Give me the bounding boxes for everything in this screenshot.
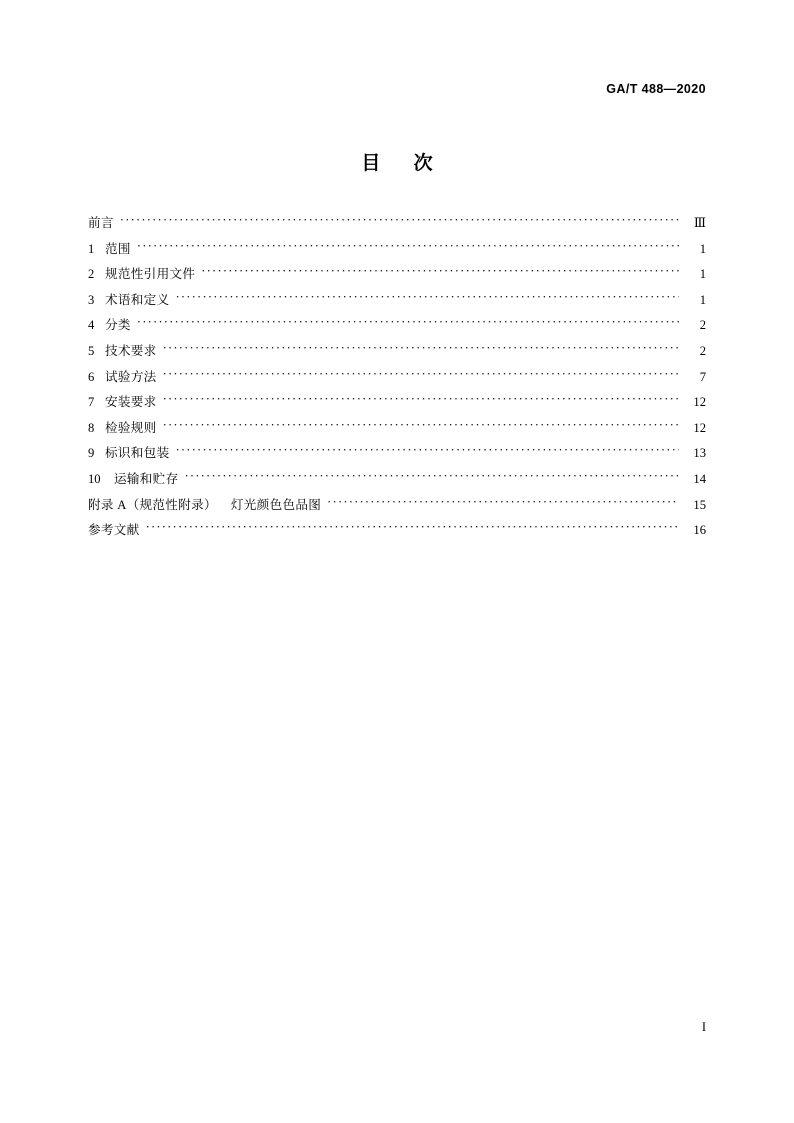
toc-entry-preface[interactable] [88,212,706,238]
toc-entry-1[interactable] [88,238,706,264]
toc-entry-9[interactable] [88,442,706,468]
toc-entry-label: 安装要求 [105,395,157,410]
toc-entry-page: 1 [699,267,706,282]
toc-entry-label-secondary: 灯光颜色色品图 [230,497,322,512]
footer-page-number: I [701,1020,706,1034]
toc-entry-number: 6 [88,369,95,384]
toc-entry-page: 2 [699,318,706,333]
toc-entry-number: 3 [88,292,95,307]
toc-entry-7[interactable] [88,391,706,417]
toc-entry-references[interactable] [88,519,706,545]
toc-leader-dots [163,394,679,406]
toc-entry-number: 7 [88,395,95,410]
toc-entry-page: 13 [693,446,706,461]
toc-entry-label: 规范性引用文件 [105,267,196,282]
toc-entry-label: 范围 [105,241,131,256]
page-title: 目 次 [361,153,447,174]
toc-entry-2[interactable] [88,263,706,289]
toc-leader-dots [175,445,679,457]
toc-entry-4[interactable] [88,314,706,340]
toc-entry-number: 9 [88,446,95,461]
toc-entry-10[interactable] [88,468,706,494]
standard-number: GA/T 488—2020 [606,82,706,96]
toc-entry-8[interactable] [88,417,706,443]
toc-entry-number: 2 [88,267,95,282]
toc-entry-label: 前言 [88,216,114,230]
toc-entry-label: 运输和贮存 [114,471,179,486]
toc-leader-dots [146,522,679,534]
toc-entry-label: 试验方法 [105,369,157,384]
toc-entry-6[interactable] [88,366,706,392]
toc-entry-label: 分类 [105,318,131,333]
toc-leader-dots [137,241,679,253]
toc-entry-label: 术语和定义 [105,292,170,307]
toc-leader-dots [201,266,679,278]
toc-entry-annex-a[interactable] [88,494,706,520]
toc-entry-number: 5 [88,343,95,358]
toc-entry-label: 标识和包装 [105,446,170,461]
toc-entry-label: 附录 A（规范性附录） [88,497,217,512]
toc-entry-label: 技术要求 [105,343,157,358]
toc-entry-page: 7 [699,369,706,384]
toc-leader-dots [163,343,679,355]
toc-leader-dots [163,369,679,381]
toc-entry-number: 1 [88,241,95,256]
toc-entry-page: 1 [699,241,706,256]
toc-leader-dots [327,497,679,509]
toc-entry-page: Ⅲ [693,216,706,230]
table-of-contents [88,212,706,545]
toc-entry-3[interactable] [88,289,706,315]
toc-entry-page: 12 [693,395,706,410]
toc-leader-dots [175,292,679,304]
toc-entry-number: 8 [88,420,95,435]
toc-entry-page: 16 [693,523,706,538]
toc-entry-page: 14 [693,471,706,486]
toc-entry-page: 1 [699,292,706,307]
toc-entry-number: 4 [88,318,95,333]
toc-leader-dots [184,471,679,483]
toc-leader-dots [137,317,679,329]
toc-entry-page: 2 [699,343,706,358]
toc-entry-page: 12 [693,420,706,435]
toc-entry-number: 10 [88,471,101,486]
toc-leader-dots [163,420,679,432]
toc-entry-page: 15 [693,497,706,512]
toc-entry-label: 检验规则 [105,420,157,435]
toc-entry-5[interactable] [88,340,706,366]
toc-leader-dots [120,215,679,227]
toc-entry-label: 参考文献 [88,523,140,538]
